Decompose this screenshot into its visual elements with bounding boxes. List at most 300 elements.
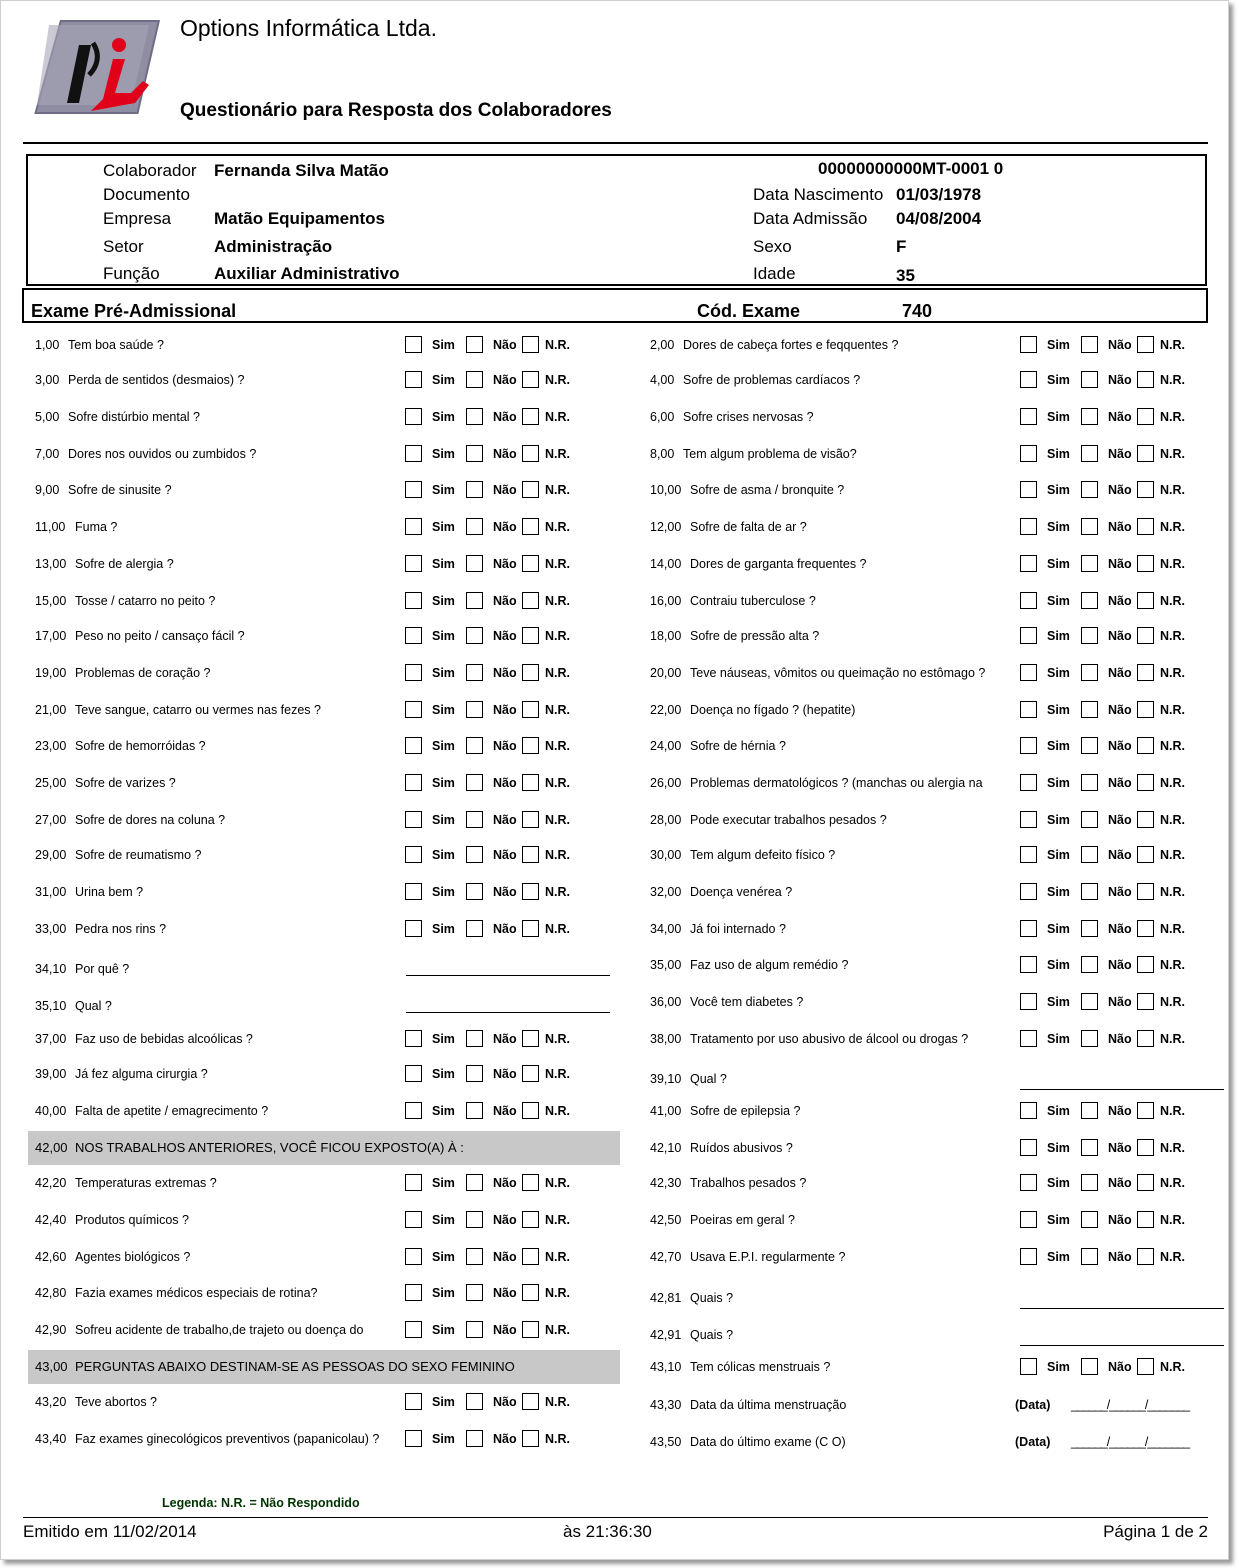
checkbox-nr[interactable] (522, 1393, 539, 1410)
checkbox-sim[interactable] (405, 1321, 422, 1338)
checkbox-nr[interactable] (1137, 1030, 1154, 1047)
checkbox-nao[interactable] (466, 1248, 483, 1265)
checkbox-nr[interactable] (1137, 701, 1154, 718)
question-row (650, 335, 1220, 355)
checkbox-label-nao: Não (493, 629, 517, 643)
checkbox-sim[interactable] (1020, 883, 1037, 900)
question-row (650, 1138, 1220, 1158)
checkbox-sim[interactable] (405, 445, 422, 462)
checkbox-nr[interactable] (522, 846, 539, 863)
question-text: Sofre de reumatismo ? (75, 848, 202, 862)
checkbox-label-nao: Não (493, 1323, 517, 1337)
checkbox-nao[interactable] (1081, 555, 1098, 572)
checkbox-nao[interactable] (466, 592, 483, 609)
checkbox-label-nr: N.R. (1160, 1104, 1185, 1118)
checkbox-nr[interactable] (1137, 846, 1154, 863)
checkbox-nr[interactable] (1137, 1248, 1154, 1265)
checkbox-sim[interactable] (405, 371, 422, 388)
checkbox-label-sim: Sim (432, 1250, 455, 1264)
checkbox-label-sim: Sim (432, 1286, 455, 1300)
checkbox-nr[interactable] (522, 1248, 539, 1265)
checkbox-nao[interactable] (1081, 1248, 1098, 1265)
checkbox-nao[interactable] (466, 774, 483, 791)
label-empresa: Empresa (103, 209, 172, 228)
checkbox-nr[interactable] (1137, 920, 1154, 937)
question-text: Falta de apetite / emagrecimento ? (75, 1104, 269, 1118)
question-row (35, 959, 617, 979)
question-text: Faz uso de algum remédio ? (690, 958, 849, 972)
checkbox-sim[interactable] (405, 664, 422, 681)
checkbox-sim[interactable] (405, 1030, 422, 1047)
section-header (28, 1131, 620, 1165)
checkbox-nr[interactable] (522, 883, 539, 900)
checkbox-nr[interactable] (522, 811, 539, 828)
checkbox-nao[interactable] (466, 408, 483, 425)
checkbox-sim[interactable] (405, 774, 422, 791)
question-number: 43,40 (35, 1432, 67, 1446)
checkbox-nao[interactable] (466, 846, 483, 863)
checkbox-nr[interactable] (1137, 1102, 1154, 1119)
question-number: 42,30 (650, 1176, 682, 1190)
question-text: Quais ? (690, 1328, 734, 1342)
checkbox-nr[interactable] (1137, 993, 1154, 1010)
label-data-nascimento: Data Nascimento (753, 185, 884, 204)
question-row (35, 663, 617, 683)
date-blank-field[interactable]: ______/______/_______ (1071, 1435, 1190, 1449)
checkbox-label-sim: Sim (1047, 848, 1070, 862)
question-number: 43,20 (35, 1395, 67, 1409)
checkbox-nao[interactable] (466, 883, 483, 900)
checkbox-nao[interactable] (1081, 445, 1098, 462)
checkbox-nao[interactable] (1081, 518, 1098, 535)
checkbox-nao[interactable] (466, 627, 483, 644)
checkbox-nr[interactable] (1137, 1174, 1154, 1191)
checkbox-sim[interactable] (405, 1430, 422, 1447)
question-number: 25,00 (35, 776, 67, 790)
checkbox-label-nr: N.R. (545, 1395, 570, 1409)
question-text: Dores nos ouvidos ou zumbidos ? (68, 447, 257, 461)
checkbox-label-nao: Não (493, 813, 517, 827)
checkbox-nr[interactable] (1137, 1211, 1154, 1228)
checkbox-nao[interactable] (1081, 956, 1098, 973)
checkbox-label-nr: N.R. (1160, 776, 1185, 790)
question-text: Agentes biológicos ? (75, 1250, 191, 1264)
checkbox-label-nr: N.R. (545, 1032, 570, 1046)
checkbox-label-nao: Não (493, 483, 517, 497)
checkbox-nr[interactable] (1137, 592, 1154, 609)
checkbox-nao[interactable] (466, 1211, 483, 1228)
checkbox-nr[interactable] (1137, 481, 1154, 498)
checkbox-sim[interactable] (1020, 1030, 1037, 1047)
answer-options (1020, 444, 1200, 464)
question-text: Qual ? (690, 1072, 727, 1086)
checkbox-nao[interactable] (466, 336, 483, 353)
checkbox-sim[interactable] (1020, 592, 1037, 609)
checkbox-nr[interactable] (1137, 445, 1154, 462)
answer-options (405, 407, 585, 427)
checkbox-sim[interactable] (405, 701, 422, 718)
question-text: Dores de cabeça fortes e feqquentes ? (683, 338, 899, 352)
checkbox-label-nao: Não (1108, 338, 1132, 352)
checkbox-sim[interactable] (1020, 408, 1037, 425)
answer-options (1020, 882, 1200, 902)
checkbox-nr[interactable] (522, 371, 539, 388)
answer-line[interactable] (406, 1012, 610, 1013)
checkbox-sim[interactable] (405, 737, 422, 754)
checkbox-nao[interactable] (466, 701, 483, 718)
checkbox-sim[interactable] (1020, 336, 1037, 353)
checkbox-sim[interactable] (1020, 371, 1037, 388)
checkbox-nao[interactable] (466, 1430, 483, 1447)
question-number: 40,00 (35, 1104, 67, 1118)
checkbox-label-nr: N.R. (1160, 666, 1185, 680)
question-row (35, 1064, 617, 1084)
question-text: Tem cólicas menstruais ? (690, 1360, 831, 1374)
label-setor: Setor (103, 237, 144, 256)
checkbox-nr[interactable] (522, 1030, 539, 1047)
checkbox-label-nr: N.R. (545, 922, 570, 936)
question-row (35, 1283, 617, 1303)
answer-options (1020, 554, 1200, 574)
checkbox-nao[interactable] (466, 1102, 483, 1119)
answer-line[interactable] (1020, 1345, 1224, 1346)
checkbox-label-nao: Não (493, 922, 517, 936)
checkbox-label-sim: Sim (1047, 885, 1070, 899)
question-row (650, 1069, 1220, 1089)
checkbox-sim[interactable] (1020, 774, 1037, 791)
checkbox-label-nr: N.R. (545, 776, 570, 790)
checkbox-label-nr: N.R. (1160, 922, 1185, 936)
checkbox-label-nao: Não (493, 1395, 517, 1409)
question-row (650, 992, 1220, 1012)
checkbox-nr[interactable] (522, 1174, 539, 1191)
question-row (35, 919, 617, 939)
checkbox-nr[interactable] (522, 555, 539, 572)
checkbox-nr[interactable] (522, 1321, 539, 1338)
answer-options (1020, 1138, 1200, 1158)
checkbox-nao[interactable] (1081, 1211, 1098, 1228)
checkbox-sim[interactable] (1020, 627, 1037, 644)
checkbox-sim[interactable] (1020, 701, 1037, 718)
checkbox-nr[interactable] (522, 774, 539, 791)
checkbox-nao[interactable] (1081, 592, 1098, 609)
checkbox-nr[interactable] (1137, 664, 1154, 681)
answer-options (405, 1210, 585, 1230)
checkbox-sim[interactable] (1020, 811, 1037, 828)
checkbox-label-nao: Não (493, 520, 517, 534)
checkbox-label-nao: Não (493, 1432, 517, 1446)
answer-line[interactable] (1020, 1089, 1224, 1090)
checkbox-nr[interactable] (522, 627, 539, 644)
checkbox-label-nr: N.R. (1160, 848, 1185, 862)
checkbox-nao[interactable] (1081, 883, 1098, 900)
question-text: Doença no fígado ? (hepatite) (690, 703, 856, 717)
checkbox-sim[interactable] (405, 1102, 422, 1119)
question-number: 32,00 (650, 885, 682, 899)
checkbox-label-sim: Sim (432, 594, 455, 608)
checkbox-label-nao: Não (493, 885, 517, 899)
answer-options (405, 591, 585, 611)
checkbox-nao[interactable] (466, 445, 483, 462)
checkbox-nr[interactable] (522, 1065, 539, 1082)
checkbox-sim[interactable] (1020, 1139, 1037, 1156)
checkbox-label-sim: Sim (1047, 1141, 1070, 1155)
checkbox-nao[interactable] (466, 518, 483, 535)
checkbox-nao[interactable] (466, 555, 483, 572)
answer-line[interactable] (1020, 1308, 1224, 1309)
checkbox-sim[interactable] (405, 481, 422, 498)
checkbox-label-nr: N.R. (545, 1104, 570, 1118)
checkbox-sim[interactable] (1020, 956, 1037, 973)
checkbox-nr[interactable] (1137, 737, 1154, 754)
checkbox-sim[interactable] (405, 920, 422, 937)
question-text: Sofre de problemas cardíacos ? (683, 373, 861, 387)
question-text: Sofre de sinusite ? (68, 483, 172, 497)
checkbox-nao[interactable] (466, 1030, 483, 1047)
question-row (35, 517, 617, 537)
checkbox-label-nao: Não (1108, 373, 1132, 387)
question-text: Já foi internado ? (690, 922, 786, 936)
answer-options (405, 663, 585, 683)
checkbox-nr[interactable] (522, 481, 539, 498)
question-row (650, 554, 1220, 574)
checkbox-nao[interactable] (466, 1065, 483, 1082)
checkbox-nao[interactable] (466, 371, 483, 388)
footer-emitted: Emitido em 11/02/2014 (23, 1522, 197, 1541)
question-number: 43,10 (650, 1360, 682, 1374)
checkbox-nao[interactable] (1081, 1358, 1098, 1375)
checkbox-label-nao: Não (1108, 1176, 1132, 1190)
checkbox-nao[interactable] (1081, 336, 1098, 353)
answer-options (405, 810, 585, 830)
question-number: 18,00 (650, 629, 682, 643)
checkbox-nao[interactable] (1081, 811, 1098, 828)
question-text: Sofre de hérnia ? (690, 739, 786, 753)
checkbox-sim[interactable] (1020, 993, 1037, 1010)
checkbox-nr[interactable] (522, 1430, 539, 1447)
checkbox-label-nao: Não (493, 1032, 517, 1046)
checkbox-sim[interactable] (405, 1211, 422, 1228)
date-blank-field[interactable]: ______/______/_______ (1071, 1398, 1190, 1412)
checkbox-nao[interactable] (1081, 737, 1098, 754)
checkbox-label-sim: Sim (432, 1067, 455, 1081)
checkbox-nr[interactable] (1137, 336, 1154, 353)
question-row (650, 663, 1220, 683)
checkbox-sim[interactable] (1020, 1102, 1037, 1119)
checkbox-nao[interactable] (1081, 993, 1098, 1010)
checkbox-nr[interactable] (1137, 956, 1154, 973)
checkbox-nao[interactable] (1081, 1174, 1098, 1191)
checkbox-nr[interactable] (522, 664, 539, 681)
checkbox-nr[interactable] (1137, 1358, 1154, 1375)
checkbox-nao[interactable] (1081, 701, 1098, 718)
answer-options (1020, 591, 1200, 611)
question-number: 12,00 (650, 520, 682, 534)
checkbox-nao[interactable] (1081, 774, 1098, 791)
checkbox-nr[interactable] (1137, 555, 1154, 572)
checkbox-nr[interactable] (1137, 811, 1154, 828)
checkbox-label-nao: Não (1108, 483, 1132, 497)
checkbox-label-nao: Não (1108, 557, 1132, 571)
question-row (650, 1288, 1220, 1308)
checkbox-nao[interactable] (466, 1393, 483, 1410)
checkbox-sim[interactable] (405, 1174, 422, 1191)
checkbox-sim[interactable] (405, 1284, 422, 1301)
checkbox-sim[interactable] (405, 1065, 422, 1082)
checkbox-nr[interactable] (1137, 518, 1154, 535)
checkbox-nr[interactable] (522, 408, 539, 425)
question-text: Sofreu acidente de trabalho,de trajeto ou doença do (75, 1323, 364, 1337)
question-number: 43,30 (650, 1398, 682, 1412)
checkbox-nao[interactable] (1081, 920, 1098, 937)
question-row (35, 1029, 617, 1049)
checkbox-sim[interactable] (405, 555, 422, 572)
checkbox-sim[interactable] (1020, 1358, 1037, 1375)
checkbox-sim[interactable] (405, 1393, 422, 1410)
checkbox-label-nr: N.R. (1160, 813, 1185, 827)
answer-options (405, 919, 585, 939)
checkbox-sim[interactable] (405, 811, 422, 828)
checkbox-label-sim: Sim (1047, 1213, 1070, 1227)
checkbox-nr[interactable] (1137, 1139, 1154, 1156)
footer-page: Página 1 de 2 (1103, 1522, 1208, 1541)
checkbox-nr[interactable] (522, 592, 539, 609)
question-row (650, 955, 1220, 975)
question-row (650, 700, 1220, 720)
checkbox-sim[interactable] (1020, 664, 1037, 681)
question-row (35, 1392, 617, 1412)
question-row (35, 444, 617, 464)
checkbox-nao[interactable] (466, 1321, 483, 1338)
answer-options (405, 736, 585, 756)
answer-options (405, 1173, 585, 1193)
checkbox-label-nao: Não (493, 776, 517, 790)
checkbox-sim[interactable] (1020, 1211, 1037, 1228)
checkbox-label-nr: N.R. (545, 848, 570, 862)
checkbox-nao[interactable] (1081, 408, 1098, 425)
checkbox-sim[interactable] (405, 592, 422, 609)
checkbox-nao[interactable] (466, 664, 483, 681)
checkbox-label-nr: N.R. (1160, 629, 1185, 643)
answer-options (1020, 955, 1200, 975)
question-row (650, 407, 1220, 427)
checkbox-label-nr: N.R. (545, 1176, 570, 1190)
checkbox-nao[interactable] (466, 920, 483, 937)
checkbox-label-sim: Sim (432, 629, 455, 643)
answer-options (405, 1392, 585, 1412)
question-row (650, 1357, 1220, 1377)
checkbox-nao[interactable] (1081, 1102, 1098, 1119)
question-number: 28,00 (650, 813, 682, 827)
checkbox-nr[interactable] (522, 1211, 539, 1228)
checkbox-nr[interactable] (1137, 371, 1154, 388)
checkbox-sim[interactable] (1020, 518, 1037, 535)
checkbox-sim[interactable] (1020, 1174, 1037, 1191)
checkbox-label-nr: N.R. (545, 629, 570, 643)
checkbox-nr[interactable] (1137, 883, 1154, 900)
answer-options (1020, 663, 1200, 683)
checkbox-nao[interactable] (1081, 1030, 1098, 1047)
checkbox-label-sim: Sim (1047, 338, 1070, 352)
question-row (650, 1173, 1220, 1193)
checkbox-nao[interactable] (1081, 1139, 1098, 1156)
checkbox-label-sim: Sim (1047, 1104, 1070, 1118)
checkbox-nao[interactable] (1081, 664, 1098, 681)
date-label: (Data) (1015, 1435, 1051, 1449)
checkbox-nr[interactable] (1137, 774, 1154, 791)
checkbox-label-nao: Não (1108, 1250, 1132, 1264)
checkbox-sim[interactable] (1020, 737, 1037, 754)
label-idade: Idade (753, 264, 796, 283)
checkbox-sim[interactable] (1020, 920, 1037, 937)
checkbox-sim[interactable] (1020, 846, 1037, 863)
checkbox-nr[interactable] (1137, 627, 1154, 644)
checkbox-nr[interactable] (522, 445, 539, 462)
answer-line[interactable] (406, 975, 610, 976)
checkbox-nr[interactable] (522, 920, 539, 937)
checkbox-nao[interactable] (1081, 627, 1098, 644)
checkbox-nr[interactable] (522, 518, 539, 535)
checkbox-sim[interactable] (405, 336, 422, 353)
checkbox-nr[interactable] (522, 1284, 539, 1301)
question-row (650, 882, 1220, 902)
checkbox-sim[interactable] (1020, 555, 1037, 572)
checkbox-nao[interactable] (466, 811, 483, 828)
answer-options (1020, 810, 1200, 830)
checkbox-nr[interactable] (522, 701, 539, 718)
checkbox-nao[interactable] (466, 1174, 483, 1191)
checkbox-sim[interactable] (405, 408, 422, 425)
checkbox-label-sim: Sim (1047, 1250, 1070, 1264)
question-number: 42,81 (650, 1291, 682, 1305)
checkbox-label-sim: Sim (432, 922, 455, 936)
checkbox-label-nao: Não (493, 666, 517, 680)
question-text: Temperaturas extremas ? (75, 1176, 217, 1190)
checkbox-nao[interactable] (466, 737, 483, 754)
answer-options (1020, 517, 1200, 537)
checkbox-label-nr: N.R. (545, 1213, 570, 1227)
section-text: NOS TRABALHOS ANTERIORES, VOCÊ FICOU EXPOSTO(A) À : (75, 1140, 464, 1155)
checkbox-nao[interactable] (1081, 371, 1098, 388)
checkbox-label-nr: N.R. (545, 666, 570, 680)
checkbox-sim[interactable] (405, 627, 422, 644)
checkbox-sim[interactable] (405, 846, 422, 863)
checkbox-sim[interactable] (405, 883, 422, 900)
checkbox-nr[interactable] (522, 737, 539, 754)
checkbox-sim[interactable] (405, 518, 422, 535)
question-number: 4,00 (650, 373, 675, 387)
checkbox-sim[interactable] (1020, 1248, 1037, 1265)
checkbox-nao[interactable] (1081, 481, 1098, 498)
checkbox-label-nr: N.R. (545, 1067, 570, 1081)
checkbox-nr[interactable] (522, 336, 539, 353)
question-number: 31,00 (35, 885, 67, 899)
legend: Legenda: N.R. = Não Respondido (162, 1496, 360, 1510)
checkbox-label-nr: N.R. (1160, 958, 1185, 972)
checkbox-label-nr: N.R. (545, 594, 570, 608)
checkbox-nao[interactable] (466, 1284, 483, 1301)
checkbox-sim[interactable] (1020, 481, 1037, 498)
checkbox-label-nr: N.R. (1160, 520, 1185, 534)
checkbox-nr[interactable] (1137, 408, 1154, 425)
checkbox-sim[interactable] (1020, 445, 1037, 462)
checkbox-nao[interactable] (1081, 846, 1098, 863)
checkbox-sim[interactable] (405, 1248, 422, 1265)
checkbox-nr[interactable] (522, 1102, 539, 1119)
checkbox-nao[interactable] (466, 481, 483, 498)
question-text: Usava E.P.I. regularmente ? (690, 1250, 846, 1264)
checkbox-label-sim: Sim (1047, 373, 1070, 387)
